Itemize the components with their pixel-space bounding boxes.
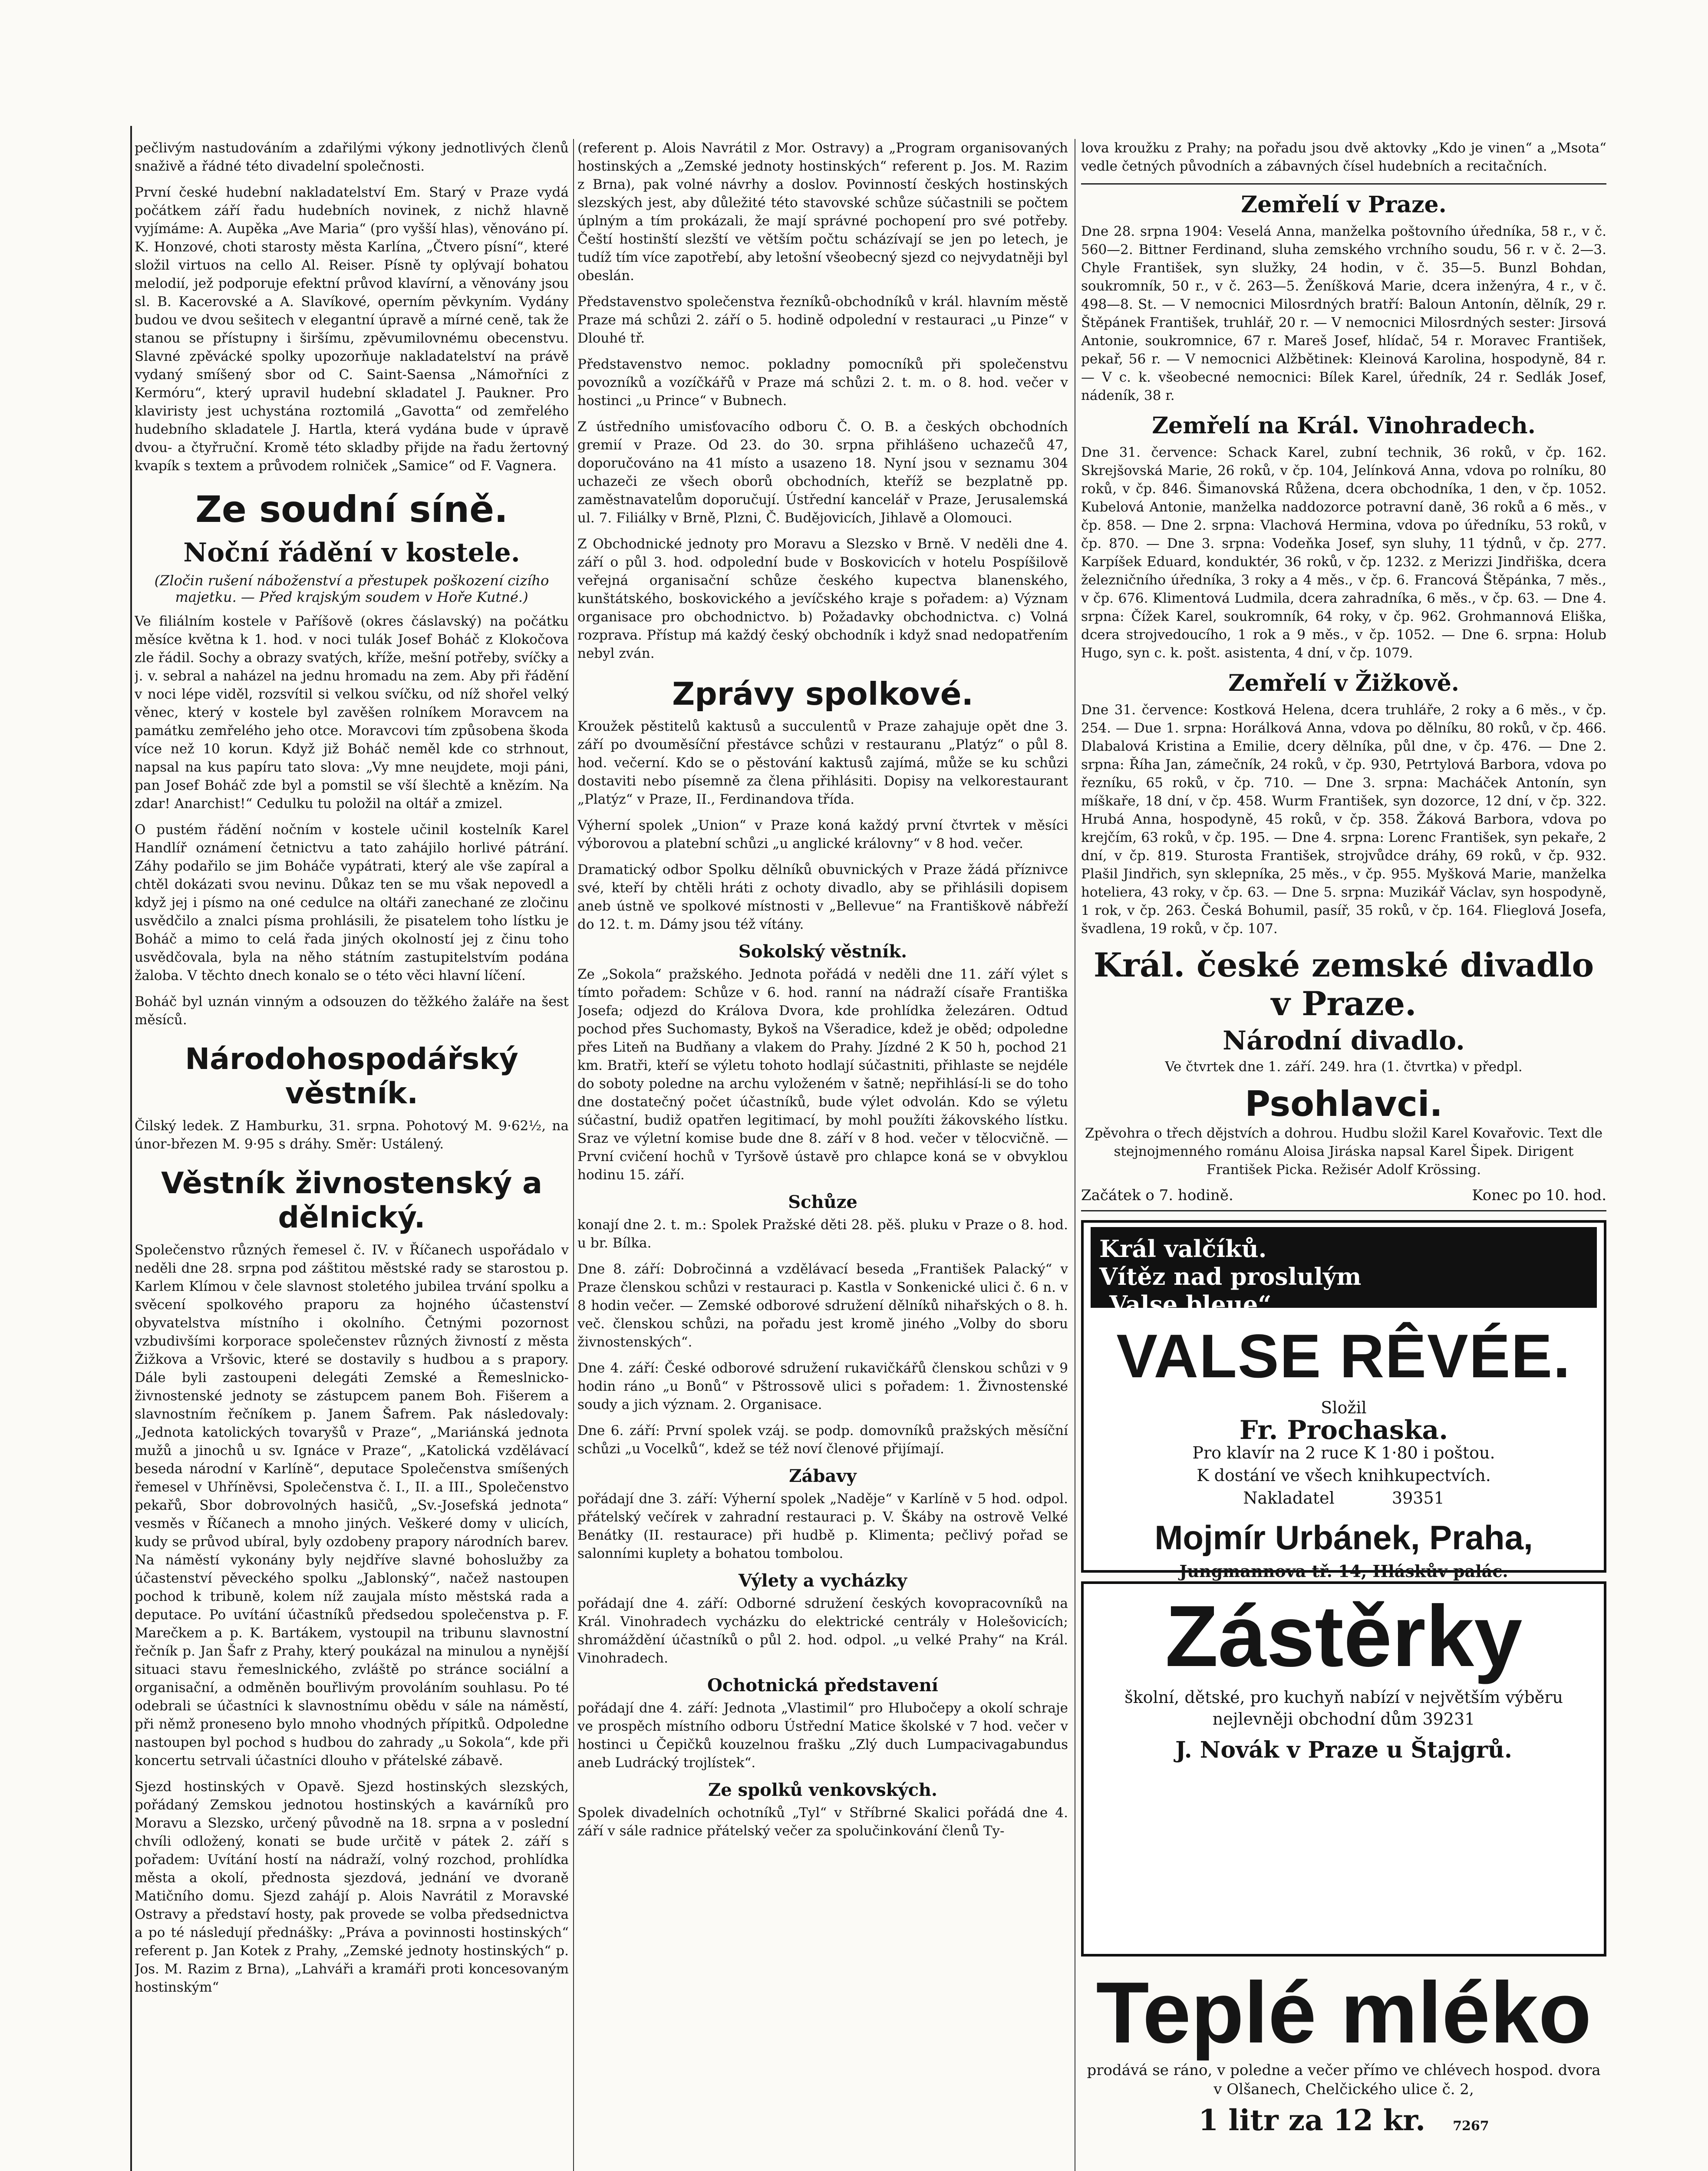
advertisement-valse bbox=[1081, 1220, 1606, 1581]
paragraph: Představenstvo nemoc. pokladny pomocníků při společenstvu povozníků a vozíčkářů v Praze má schůzi 2. t. m. o 8. hod. večer v hostinci „u Prince“ v Bubnech. bbox=[577, 356, 1068, 409]
column-1 bbox=[135, 139, 569, 2171]
ad-publisher: Mojmír Urbánek, Praha, bbox=[1154, 1518, 1533, 1557]
paragraph: konají dne 2. t. m.: Spolek Pražské děti 28. pěš. pluku v Praze o 8. hod. u br. Bílka. bbox=[577, 1217, 1068, 1251]
sub-heading: Zábavy bbox=[789, 1466, 857, 1486]
paragraph: Dne 8. září: Dobročinná a vzdělávací beseda „František Palacký“ v Praze členskou schůzi v restauraci p. Kastla v Sonkenické ulici č. 6 n. v 8 hodin večer. — Zemské odborové sdružení dělníků nihařských o 8. h. več. členskou schůzi, na pořadu jest kromě jiného „Volby do sboru živnostenských“. bbox=[577, 1261, 1068, 1350]
paragraph: Společenstvo různých řemesel č. IV. v Říčanech uspořádalo v neděli dne 28. srpna pod záštitou městské rady se starostou p. Karlem Klímou v čele slavnost stoletého jubilea trvání spolku a svěcení spolkového praporu za hojného účastenství obyvatelstva místního i okolního. Četnými pozornost vzbudivšími korporace společenstev různých živností z města Žižkova a Vršovic, které se dostavily s hudbou a s prapory. Dále byli zastoupeni delegáti Zemské a Řemeslnicko-živnostenské jednoty se zástupcem panem Boh. Fišerem a slavnostním řečníkem p. Janem Šafrem. Pak následovaly: „Jednota katolických tovaryšů v Praze“, „Mariánská jednota mužů a jinochů u sv. Ignáce v Praze“, „Katolická vzdělávací beseda národní v Karlíně“, deputace Společenstva smíšených řemesel v Uhříněvsi, Společenstva č. I., II. a III., Společenstvo pekařů, Sbor dobrovolných hasičů, „Sv.-Josefská jednota“ vesměs v Říčanech a mnoho jiných. Veškeré domy v ulicích, kudy se průvod ubíral, byly ozdobeny prapory národních barev. Na náměstí vykonány byly nejdříve slavné bohoslužby za účastenství pěveckého spolku „Jablonský“, načež nastoupen pochod k tribuně, kolem níž zaujala místo městská rada a deputace. Po uvítání účastníků předsedou společenstva p. F. Marečkem a p. K. Bartákem, vystoupil na tribunu slavnostní řečník p. Jan Šafr z Prahy, který poukázal na minulou a nynější situaci stavu řemeslnického, zvláště po stránce sociální a organisační, a odměněn bouřlivým provoláním souhlasu. Po té odebrali se účastníci k slavnostnímu obědu v sále na náměstí, při němž proneseno bylo mnoho vhodných přípitků. Odpoledne nastoupen byl pochod s hudbou do zahrady „u Sokola“, kde při koncertu setrvali účastníci dlouho v přátelské zábavě. bbox=[135, 1242, 569, 1768]
sub-heading: Schůze bbox=[788, 1192, 857, 1212]
paragraph: pořádají dne 4. září: Jednota „Vlastimil“ pro Hlubočepy a okolí schraje ve prospěch místního odboru Ústřední Matice školské v 7 hod. večer v hostinci u Čepičků kouzelnou frašku „Zlý duch Lumpacivagabundus aneb Ludrácký trojlístek“. bbox=[577, 1700, 1068, 1771]
ad-line: Pro klavír na 2 ruce K 1·80 i poštou. bbox=[1192, 1443, 1495, 1462]
column-2 bbox=[577, 139, 1068, 2171]
paragraph: Dne 6. září: První spolek vzáj. se podp. domovníků pražských měsíční schůzi „u Vocelků“, kdež se též noví členové přijímají. bbox=[577, 1423, 1068, 1457]
column-rule bbox=[573, 139, 574, 2171]
ad-banner bbox=[1091, 1227, 1597, 1318]
paragraph: Spolek divadelních ochotníků „Tyl“ v Stříbrné Skalici pořádá dne 4. září v sále radnice přátelský večer za spolučinkování členů Ty- bbox=[577, 1805, 1068, 1839]
ad-line: „Valse bleue“. bbox=[1099, 1290, 1280, 1318]
paragraph: Výherní spolek „Union“ v Praze koná každý první čtvrtek v měsíci výborovou a platební schůzi „u anglické královny“ v 8 hod. večer. bbox=[577, 818, 1068, 851]
ad-number: 7267 bbox=[1453, 2118, 1489, 2134]
paragraph: Z Obchodnické jednoty pro Moravu a Slezsko v Brně. V neděli dne 4. září o půl 3. hod. odpolední bude v Boskovicích v hotelu Pospíšilově veřejná organisační schůze českého kupectva blanenského, kunštátského, boskovického a jevíčského kraje s pořadem: a) Význam organisace pro obchodnictvo. b) Požadavky obchodnictva. c) Volná rozprava. Přístup má každý český obchodník i když snad nedopatřením nebyl zván. bbox=[577, 536, 1068, 661]
section-heading: Zemřelí v Žižkově. bbox=[1228, 670, 1459, 696]
advertisement-zasterky bbox=[1081, 1581, 1606, 1957]
paragraph: První české hudební nakladatelství Em. Starý v Praze vydá počátkem září řadu hudebních novinek, z nichž hlavně vyjímáme: A. Aupěka „Ave Maria“ (pro vyšší hlas), věnováno pí. K. Honzové, choti starosty města Karlína, „Čtvero písní“, které složil virtuos na cello Al. Reiser. Písně ty oplývají bohatou melodií, jež podporuje efektní průvod klavírní, a věnovány jsou sl. B. Kacerovské a A. Slavíkové, operním pěvkyním. Vydány budou ve dvou sešitech v elegantní úpravě a mírné ceně, tak že stanou se přístupny i širšímu, zpěvumilovnému obecenstvu. Slavné zpěvácké spolky upozorňuje nakladatelství na právě vydaný smíšený sbor od C. Saint-Saensa „Námořníci z Kermóru“, který upravil hudební skladatel J. Paukner. Pro klaviristy jest uchystána roztomilá „Gavotta“ od zemřelého hudebního skladatele J. Hartla, která vydána bude v úpravě dvou- a čtyřruční. Kromě této skladby přijde na řadu žertovný kvapík s textem a průvodem rolniček „Samice“ od F. Vagnera. bbox=[135, 185, 569, 474]
paragraph: pečlivým nastudováním a zdařilými výkony jednotlivých členů snaživě a řádné této divadelní společnosti. bbox=[135, 140, 569, 174]
theatre-name: Král. české zemské divadlo v Praze. bbox=[1093, 946, 1594, 1023]
divider bbox=[1081, 183, 1606, 185]
section-heading: Zprávy spolkové. bbox=[672, 676, 973, 712]
ad-number: 39351 bbox=[1391, 1488, 1444, 1508]
ad-firm: J. Novák v Praze u Štajgrů. bbox=[1175, 1737, 1512, 1763]
paragraph: Ve filiálním kostele v Paříšově (okres čáslavský) na počátku měsíce května k 1. hod. v noci tulák Josef Boháč z Klokočova zle řádil. Sochy a obrazy svatých, kříže, mešní potřeby, svíčky a j. v. sebral a naházel na jednu hromadu na zem. Aby při řádění v noci lépe viděl, rozsvítil si velkou svíčku, od níž shořel velký věnec, který v kostele byl zavěšen rolníkem Moravcem na památku zemřelého jeho otce. Moravcovi tím způsobena škoda více než 10 korun. Když již Boháč neměl kde co strhnout, napsal na kus papíru tato slova: „Vy mne neujdete, moji páni, pan Josef Boháč zde byl a pomstil se vší šlechtě a knězím. Na zdar! Anarchist!“ Cedulku tu položil na oltář a zmizel. bbox=[135, 614, 569, 812]
theatre-program bbox=[1081, 946, 1606, 1204]
ad-line: Vítěz nad proslulým bbox=[1099, 1263, 1362, 1290]
sub-heading: Sokolský věstník. bbox=[738, 941, 907, 962]
section-heading: Národohospodářský věstník. bbox=[185, 1042, 518, 1111]
play-description: Zpěvohra o třech dějstvích a dohrou. Hudbu složil Karel Kovařovic. Text dle stejnojmenného románu Aloisa Jiráska napsal Karel Šipek. Dirigent František Picka. Režisér Adolf Krössing. bbox=[1085, 1125, 1603, 1178]
section-heading: Zemřelí na Král. Vinohradech. bbox=[1152, 412, 1536, 439]
paragraph: Dne 31. července: Schack Karel, zubní technik, 36 roků, v čp. 162. Skrejšovská Marie, 26 roků, v čp. 104, Jelínková Anna, vdova po rolníku, 80 roků, v čp. 846. Šimanovská Růžena, dcera obchodníka, 1 den, v čp. 1052. Kubelová Antonie, manželka naddozorce potravní daně, 36 roků a 6 měs., v čp. 858. — Dne 2. srpna: Vlachová Hermina, vdova po úředníku, 53 roků, v čp. 870. — Dne 3. srpna: Vodeňka Josef, syn sluhy, 11 týdnů, v čp. 277. Karpíšek Eduard, konduktér, 36 roků, v čp. 1232. z Merizzi Jindřiška, dcera železničního úředníka, 3 roky a 4 měs., v čp. 6. Francová Štěpánka, 7 měs., v čp. 676. Klimentová Ludmila, dcera zahradníka, 6 měs., v čp. 63. — Dne 4. srpna: Čížek Karel, soukromník, 64 roky, v čp. 962. Grohmannová Eliška, dcera strojvedoucího, 1 rok a 9 měs., v čp. 1052. — Dne 6. srpna: Holub Hugo, syn c. k. pošt. asistenta, 4 dní, v čp. 1079. bbox=[1081, 445, 1606, 661]
section-heading: Zemřelí v Praze. bbox=[1241, 191, 1447, 218]
divider bbox=[1081, 1210, 1606, 1211]
paragraph: Dne 28. srpna 1904: Veselá Anna, manželka poštovního úředníka, 58 r., v č. 560—2. Bittner Ferdinand, sluha zemského vrchního soudu, 56 r. v č. 2—3. Chyle František, syn služky, 24 hodin, v č. 35—5. Bunzl Bohdan, soukromník, 50 r., v č. 263—5. Ženíšková Marie, dcera inženýra, 4 r., v č. 498—8. St. — V nemocnici Milosrdných bratří: Baloun Antonín, dělník, 29 r. Štěpánek František, truhlář, 20 r. — V nemocnici Milosrdných sester: Jirsová Antonie, soukromnice, 67 r. Mareš Josef, hlídač, 54 r. Moravec František, pekař, 56 r. — V nemocnici Alžbětinek: Kleinová Karolina, hospodyně, 84 r. — V c. k. všeobecné nemocnici: Bílek Karel, úředník, 24 r. Sedlák Josef, nádeník, 38 r. bbox=[1081, 224, 1606, 403]
article-heading: Noční řádění v kostele. bbox=[183, 538, 520, 568]
sub-heading: Ze spolků venkovských. bbox=[708, 1780, 937, 1800]
paragraph: Kroužek pěstitelů kaktusů a succulentů v Praze zahajuje opět dne 3. září po dvouměsíční přestávce schůzi v restauranu „Platýz“ o půl 8. hod. večerní. Kdo se o pěstování kaktusů zajímá, může se ku schůzi dostaviti nebo písemně za člena přihlásiti. Dopisy na velkorestaurant „Platýz“ v Praze, II., Ferdinandova třída. bbox=[577, 719, 1068, 807]
paragraph: Dne 4. září: České odborové sdružení rukavičkářů členskou schůzi v 9 hodin ráno „u Bonů“ v Pštrossově ulici s pořadem: 1. Živnostenské soudy a jich význam. 2. Organisace. bbox=[577, 1360, 1068, 1412]
start-time: Začátek o 7. hodině. bbox=[1081, 1187, 1233, 1204]
paragraph: O pustém řádění nočním v kostele učinil kostelník Karel Handlíř oznámení četnictvu a tato zahájilo horlivé pátrání. Záhy podařilo se jim Boháče vypátrati, který ale vše zapíral a chtěl dokázati svou nevinu. Důkaz ten se mu však nepovedl a když jej i písmo na oné cedulce na oltáři zanechané ze zločinu usvědčilo a znalci písma prohlásili, že pisatelem toho lístku je Boháč a mimo to celá řada jiných okolností jej z činu toho usvědčovala, byla na něho státním zastupitelstvím podána žaloba. V těchto dnech konalo se o této věci hlavní líčení. bbox=[135, 822, 569, 983]
ad-address: Jungmannova tř. 14, Hláskův palác. bbox=[1179, 1561, 1508, 1581]
paragraph: Představenstvo společenstva řezníků-obchodníků v král. hlavním městě Praze má schůzi 2. září o 5. hodině odpolední v restauraci „u Pinze“ v Dlouhé tř. bbox=[577, 294, 1068, 346]
section-heading: Ze soudní síně. bbox=[195, 488, 508, 531]
paragraph: Sjezd hostinských v Opavě. Sjezd hostinských slezských, pořádaný Zemskou jednotou hostinských a kavárníků pro Moravu a Slezsko, určený původně na 18. srpna a v poslední chvíli odložený, konati se bude určitě v pátek 2. září s pořadem: Uvítání hostí na nádraží, volný rozchod, prohlídka města a okolí, přednosta sjezdová, jednání ve dvoraně Matičního domu. Sjezd zahájí p. Alois Navrátil z Moravské Ostravy a představí hosty, pak provede se volba předsednictva a po té následují přednášky: „Práva a povinnosti hostinských“ referent p. Jan Kotek z Prahy, „Zemské jednoty hostinských“ p. Jos. M. Razim z Brna), „Lahváři a kramáři proti koncesovaným hostinským“ bbox=[135, 1779, 569, 1995]
paragraph: Čilský ledek. Z Hamburku, 31. srpna. Pohotový M. 9·62½, na únor-březen M. 9·95 s dráhy. Směr: Ustálený. bbox=[135, 1118, 569, 1152]
column-3 bbox=[1081, 139, 1606, 2171]
ad-price-text: 1 litr za 12 kr. bbox=[1198, 2103, 1426, 2137]
theatre-date: Ve čtvrtek dne 1. září. 249. hra (1. čtvrtka) v předpl. bbox=[1165, 1059, 1523, 1075]
sub-heading: Výlety a vycházky bbox=[738, 1571, 907, 1591]
ad-body: prodává se ráno, v poledne a večer přímo ve chlévech hospod. dvora v Olšanech, Chelčického ulice č. 2, bbox=[1087, 2062, 1601, 2098]
paragraph: Z ústředního umisťovacího odboru Č. O. B. a českých obchodních gremií v Praze. Od 23. do 30. srpna přihlášeno uchazečů 47, doporučováno na 41 místo a usazeno 18. Nyní jsou v seznamu 304 uchazeči ze všech oborů obchodních, kteříž se bezplatně pp. zaměstnavatelům doporučují. Ústřední kancelář v Praze, Jerusalemská ul. 7. Filiálky v Brně, Plzni, Č. Budějovicích, Jihlavě a Olomouci. bbox=[577, 419, 1068, 526]
ad-line: K dostání ve všech knihkupectvích. bbox=[1197, 1466, 1491, 1485]
ad-price bbox=[1081, 2103, 1606, 2137]
ad-composer: Fr. Prochaska. bbox=[1239, 1415, 1448, 1445]
ad-title: VALSE RÊVÉE. bbox=[1116, 1322, 1571, 1391]
ad-label: Nakladatel bbox=[1243, 1488, 1335, 1508]
ad-body: školní, dětské, pro kuchyň nabízí v největším výběru nejlevněji obchodní dům 39231 bbox=[1124, 1688, 1563, 1729]
ad-line: Složil bbox=[1321, 1398, 1367, 1417]
play-title: Psohlavci. bbox=[1245, 1084, 1443, 1124]
paragraph: pořádají dne 3. září: Výherní spolek „Naděje“ v Karlíně v 5 hod. odpol. přátelský večírek v zahradní restauraci p. V. Škáby na ostrově Velké Benátky (II. restaurace) při hudbě p. Klimenta; pečlivý pořad se salonními kuplety a bohatou tombolou. bbox=[577, 1491, 1068, 1561]
ad-title: Zástěrky bbox=[1165, 1588, 1523, 1685]
theatre-subtitle: Národní divadlo. bbox=[1223, 1026, 1465, 1056]
advertisement-milk bbox=[1081, 1965, 1606, 2137]
paragraph: Dramatický odbor Spolku dělníků obuvnických v Praze žádá příznivce své, kteří by chtěli hráti z ochoty divadlo, aby se přihlásili dopisem aneb ústně ve spolkové místnosti v „Bellevue“ na Františkově nábřeží do 12. t. m. Dámy jsou též vítány. bbox=[577, 862, 1068, 932]
ad-line bbox=[1091, 1487, 1597, 1509]
paragraph: Boháč byl uznán vinným a odsouzen do těžkého žaláře na šest měsíců. bbox=[135, 994, 569, 1028]
ad-title: Teplé mléko bbox=[1096, 1964, 1592, 2061]
paragraph: (referent p. Alois Navrátil z Mor. Ostravy) a „Program organisovaných hostinských a „Zemské jednoty hostinských“ referent p. Jos. M. Razim z Brna), pak volné návrhy a doslov. Povinností českých hostinských slezských jest, aby důležité této stavovské schůze súčastnili se počtem úplným a tím prokázali, že mají správné pochopení pro své potřeby. Čeští hostinští slezští ve větším počtu scházívají se jen po letech, je tudíž tím více zapotřebí, aby letošní všeobecný sjezd co nejvydatněji byl obeslán. bbox=[577, 140, 1068, 284]
paragraph: lova kroužku z Prahy; na pořadu jsou dvě aktovky „Kdo je vinen“ a „Msota“ vedle četných původních a zábavných čísel hudebních a recitačních. bbox=[1081, 140, 1606, 174]
end-time: Konec po 10. hod. bbox=[1472, 1187, 1606, 1204]
ad-line: Král valčíků. bbox=[1099, 1235, 1267, 1263]
play-times bbox=[1081, 1187, 1606, 1204]
paragraph: Dne 31. července: Kostková Helena, dcera truhláře, 2 roky a 6 měs., v čp. 254. — Due 1. srpna: Horálková Anna, vdova po dělníku, 80 roků, v čp. 466. Dlabalová Kristina a Emilie, dcery dělníka, půl dne, v čp. 476. — Dne 2. srpna: Říha Jan, zámečník, 24 roků, v čp. 930, Petrtylová Barbora, vdova po řezníku, 65 roků, v čp. 710. — Dne 3. srpna: Macháček Antonín, syn míškaře, 18 dní, v čp. 458. Wurm František, syn dozorce, 12 dní, v čp. 322. Hrubá Anna, hospodyně, 45 roků, v čp. 358. Žáková Barbora, vdova po krejčím, 63 roků, v čp. 195. — Dne 4. srpna: Lorenc František, syn pekaře, 2 dní, v čp. 819. Sturosta František, strojvůdce dráhy, 69 roků, v čp. 932. Plašil Jindřich, syn sklepníka, 25 měs., v čp. 955. Myšková Marie, manželka hoteliera, 43 roky, v čp. 63. — Dne 5. srpna: Muzikář Václav, syn hospodyně, 1 rok, v čp. 263. Česká Bohumil, pasíř, 35 roků, v čp. 164. Flieglová Josefa, švadlena, 19 roků, v čp. 107. bbox=[1081, 702, 1606, 937]
sub-heading: Ochotnická představení bbox=[707, 1675, 938, 1696]
section-heading: Věstník živnostenský a dělnický. bbox=[161, 1166, 543, 1235]
paragraph: Ze „Sokola“ pražského. Jednota pořádá v neděli dne 11. září výlet s tímto pořadem: Schůze v 6. hod. ranní na nádraží císaře Františka Josefa; odjezd do Králova Dvora, kde prohlídka železáren. Odtud pochod přes Suchomasty, Bykoš na Všeradice, kdež je oběd; odpoledne přes Liteň na Budňany a vlakem do Prahy. Jízdné 2 K 50 h, pochod 21 km. Bratři, kteří se výletu tohoto hodlají súčastniti, přihlaste se nejdéle do soboty poledne na archu vyloženém v šatně; nepřihlásí-li se do toho dne dostatečný počet účastníků, bude výlet odvolán. Kdo se výletu súčastní, budiž opatřen legitimací, by mohl použíti žákovského lístku. Sraz ve výletní komise bude dne 8. září v 8 hod. večer v tělocvičně. — První cvičení hochů v Tyršově ústavě pro chlapce koná se v obvyklou hodinu 15. září. bbox=[577, 967, 1068, 1183]
paragraph: pořádají dne 4. září: Odborné sdružení českých kovopracovníků na Král. Vinohradech vycházku do elektrické centrály v Holešovicích; shromáždění účastníků o půl 2. hod. odpol. „u velké Prahy“ na Král. Vinohradech. bbox=[577, 1596, 1068, 1666]
article-subheading: (Zločin rušení náboženství a přestupek poškození cizího majetku. — Před krajským soudem v Hoře Kutné.) bbox=[154, 572, 549, 605]
